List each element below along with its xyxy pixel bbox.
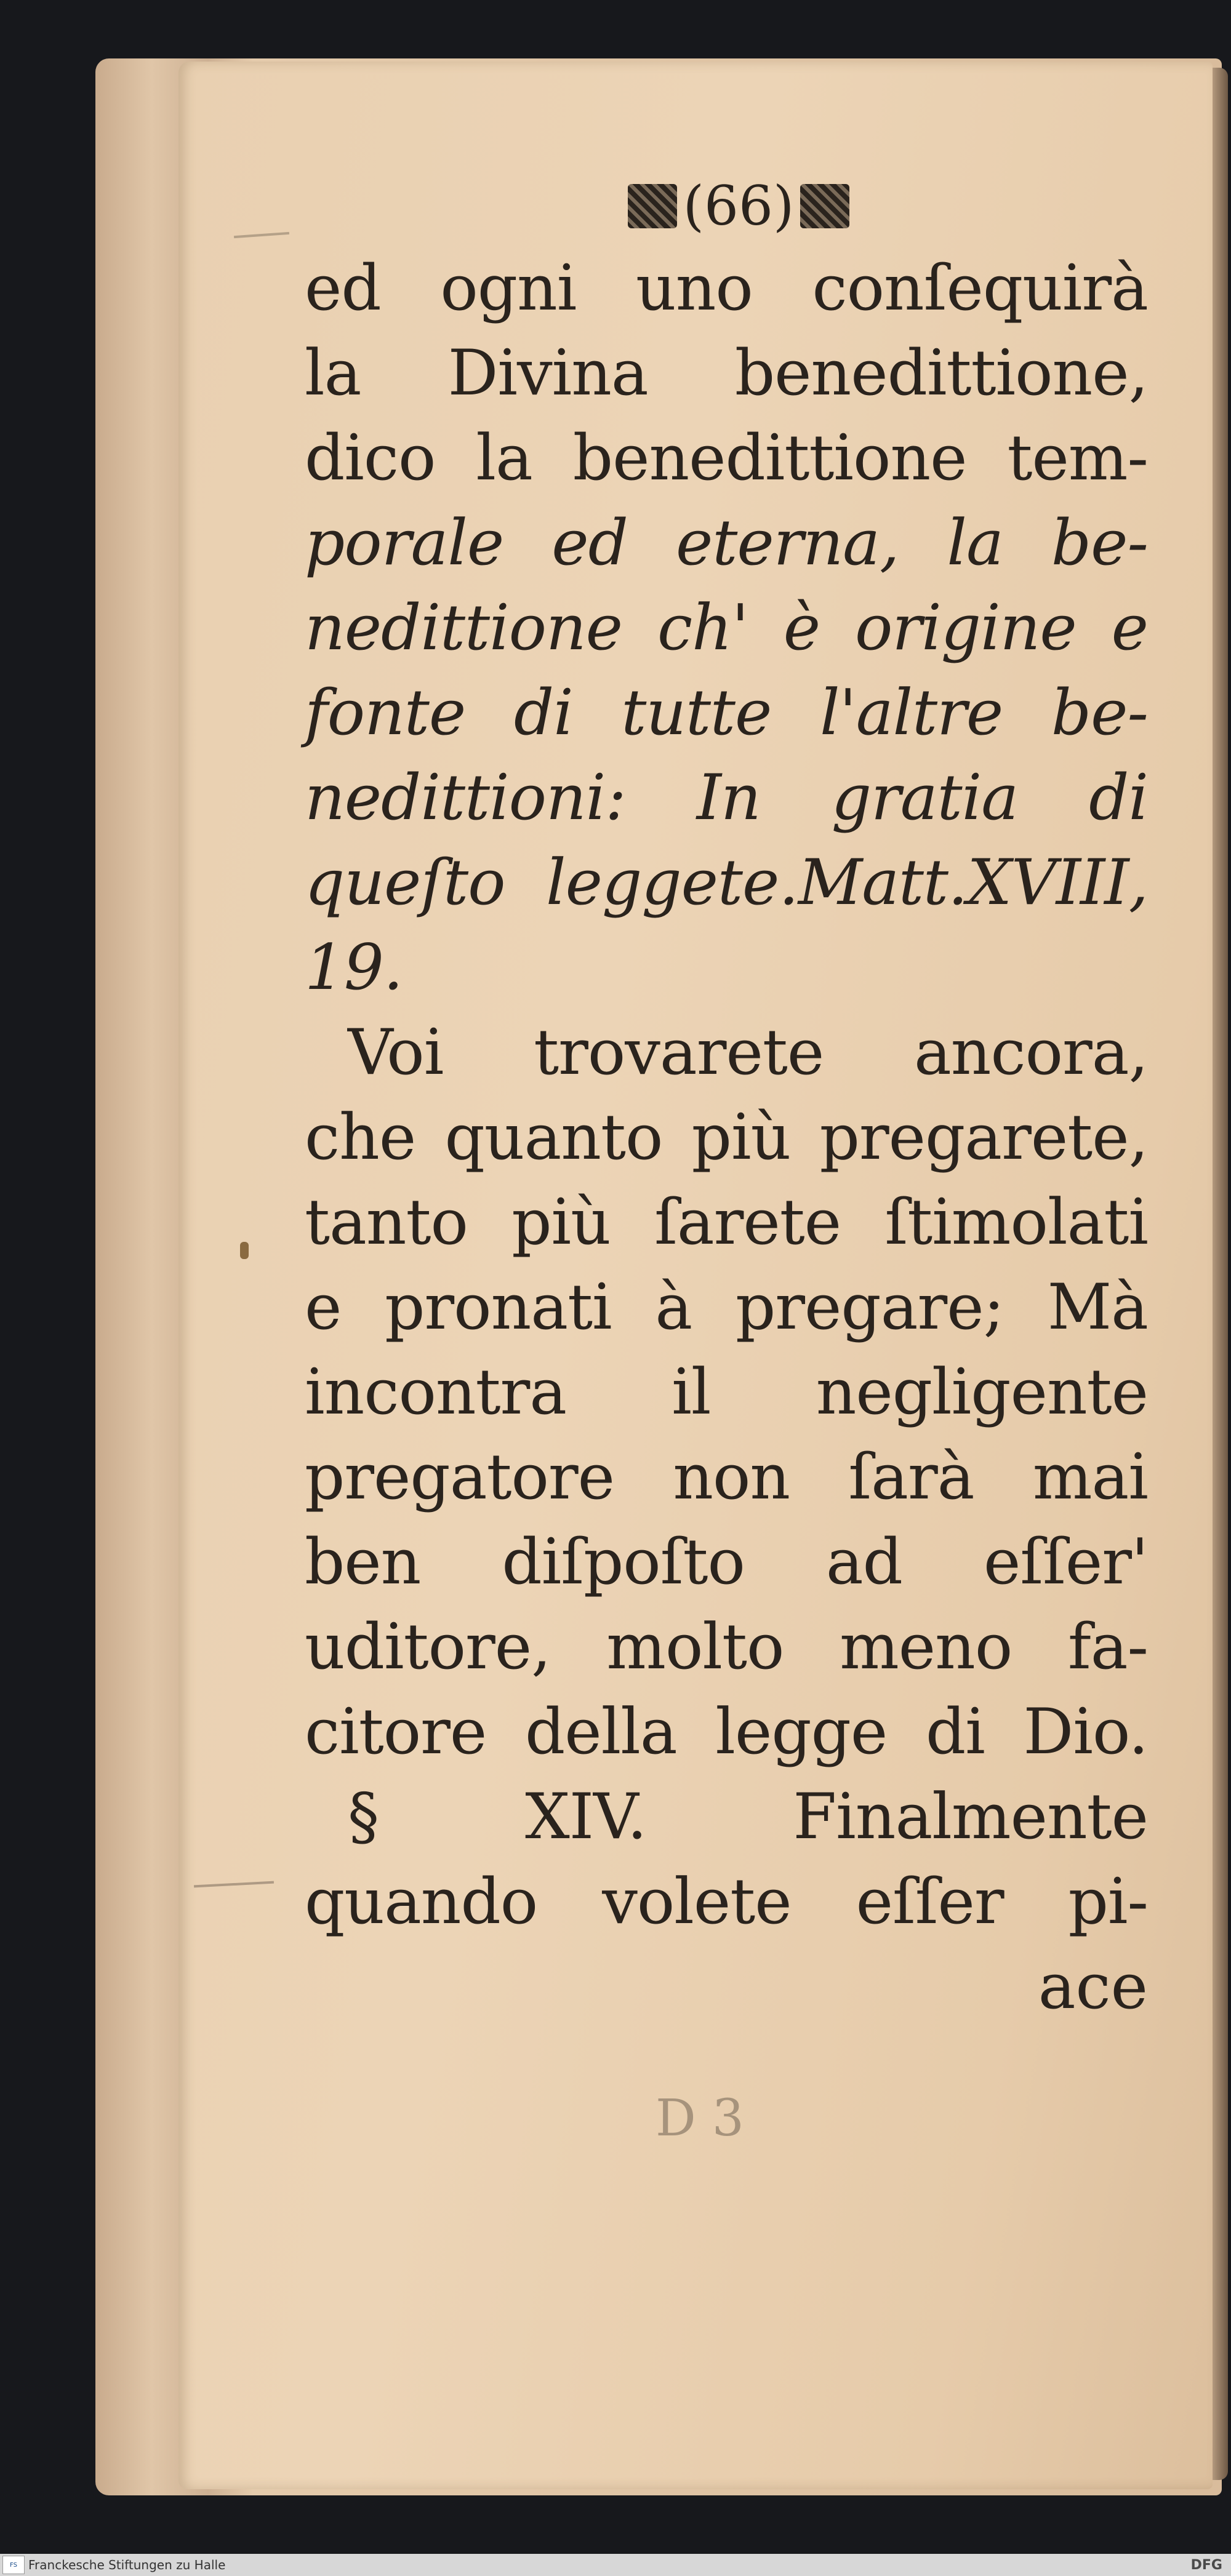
catchword: ace bbox=[1038, 1950, 1148, 2023]
text-line: pregatore non ſarà mai bbox=[305, 1441, 1148, 1514]
page-text bbox=[305, 166, 1148, 2030]
text-line: incontra il negligente bbox=[305, 1356, 1148, 1429]
text-line: ed ogni uno conſequirà bbox=[305, 252, 1148, 325]
text-line: Voi trovarete ancora, bbox=[348, 1016, 1148, 1089]
text-line: fonte di tutte l'altre be- bbox=[305, 676, 1148, 750]
running-head bbox=[329, 166, 1148, 246]
page-number: (66) bbox=[683, 174, 795, 238]
ornament-right-icon bbox=[800, 184, 849, 228]
text-line: citore della legge di Dio. bbox=[305, 1695, 1148, 1769]
text-line: ben diſpoſto ad eſſer' bbox=[305, 1526, 1148, 1599]
text-line: nedittione ch' è origine e bbox=[305, 591, 1148, 665]
text-line: quando volete eſſer pi- bbox=[305, 1865, 1148, 1938]
text-line: uditore, molto meno fa- bbox=[305, 1610, 1148, 1684]
text-line: dico la benedittione tem- bbox=[305, 422, 1148, 495]
dfg-logo: DFG bbox=[1190, 2557, 1222, 2573]
text-line: queſto leggete.Matt.XVIII, bbox=[305, 846, 1148, 919]
text-line: la Divina benedittione, bbox=[305, 337, 1148, 410]
text-line: 19. bbox=[305, 931, 403, 1004]
ink-spot bbox=[240, 1242, 249, 1259]
text-line: tanto più ſarete ſtimolati bbox=[305, 1186, 1148, 1259]
text-line: e pronati à pregare; Mà bbox=[305, 1271, 1148, 1344]
text-line: § XIV. Finalmente bbox=[348, 1780, 1148, 1854]
signature-mark: D 3 bbox=[656, 2089, 744, 2148]
ornament-left-icon bbox=[628, 184, 677, 228]
text-line: che quanto più pregarete, bbox=[305, 1101, 1148, 1174]
text-line: porale ed eterna, la be- bbox=[305, 506, 1148, 580]
institution-logo-icon: FS bbox=[2, 2556, 25, 2574]
institution-name: Franckesche Stiftungen zu Halle bbox=[28, 2558, 226, 2572]
viewer-footer bbox=[0, 2554, 1231, 2576]
text-line: nedittioni: In gratia di bbox=[305, 761, 1148, 834]
